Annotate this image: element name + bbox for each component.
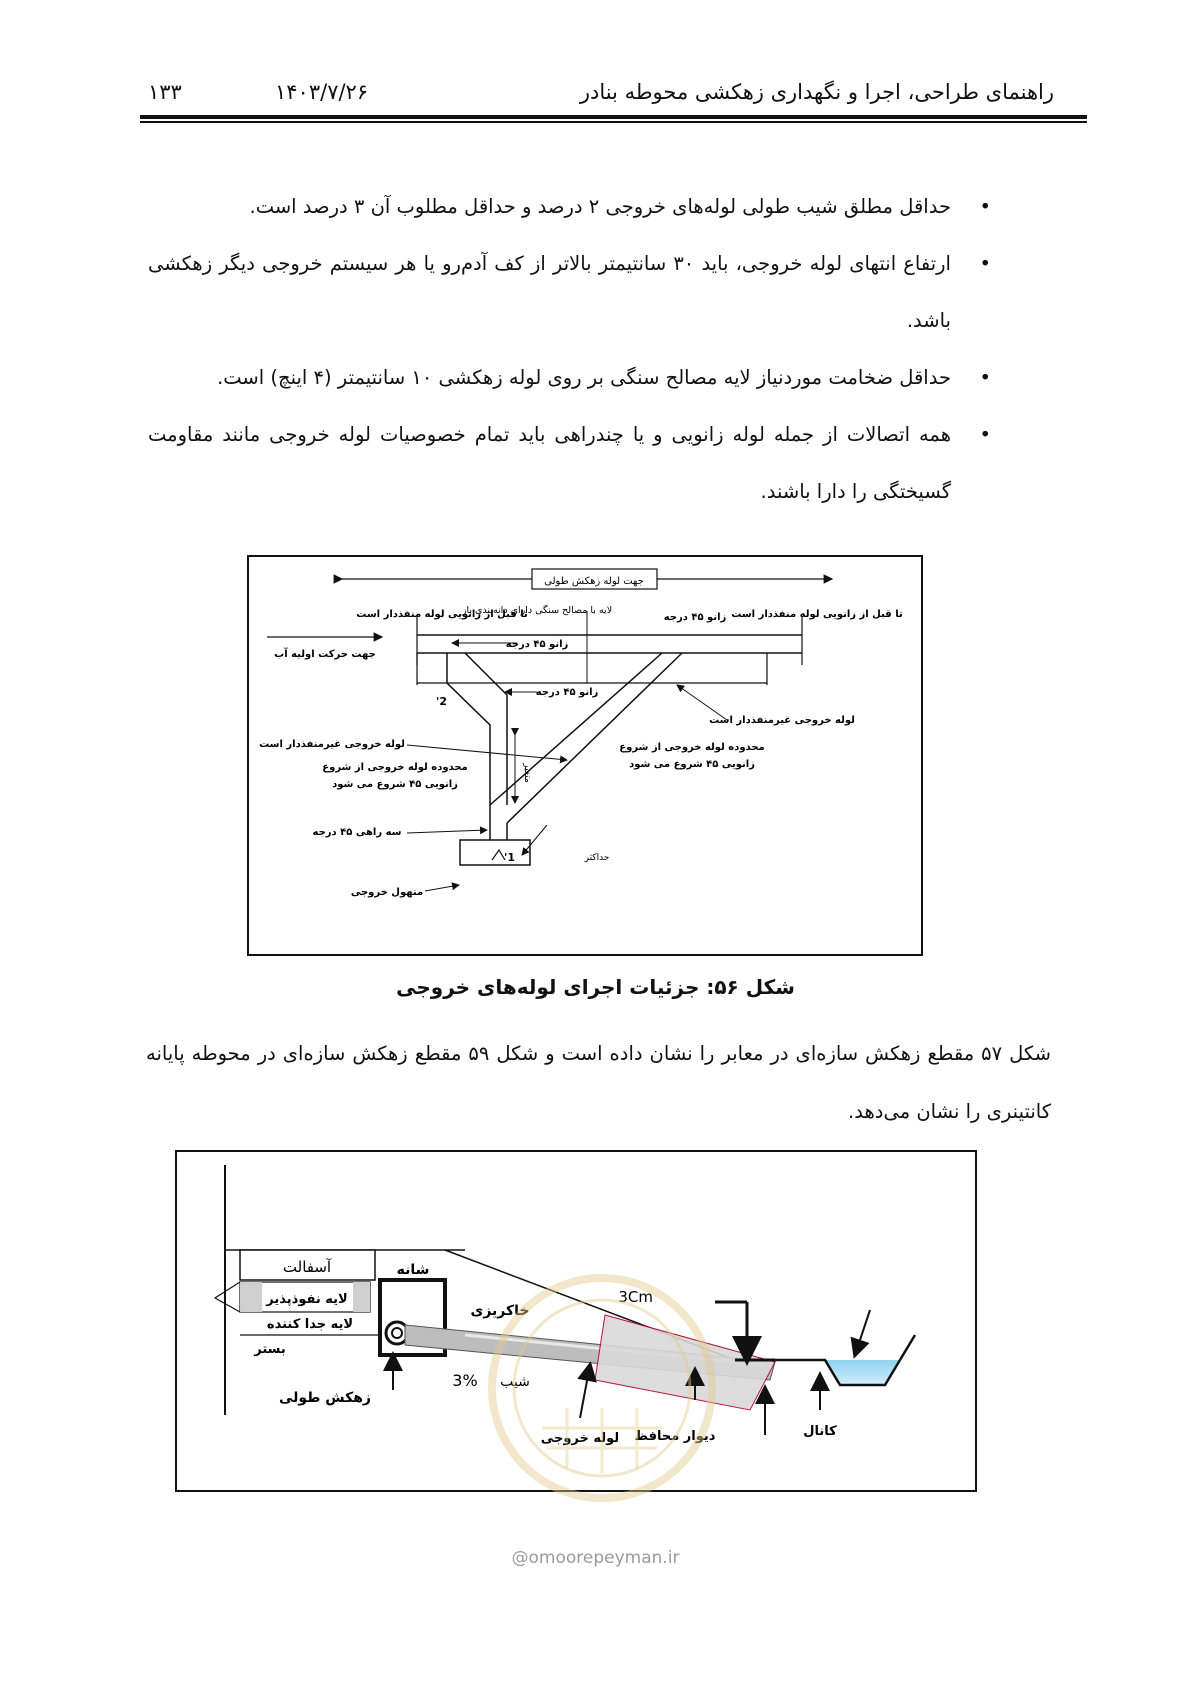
until-perforated-left: تا قبل از زانویی لوله منفذدار است	[356, 609, 528, 620]
variable-label: متغیر	[522, 763, 532, 783]
watermark-seal-icon	[487, 1258, 717, 1518]
outlet-pipe-label: لوله خروجی	[540, 1431, 620, 1446]
embankment-label: خاکریزی	[470, 1303, 530, 1319]
manhole-label: منهول خروجی	[350, 887, 424, 898]
watermark-url: @omoorepeyman.ir	[511, 1548, 680, 1568]
elbow-lower-label: زانو ۴۵ درجه	[535, 687, 599, 698]
zone-left-line2: زانویی ۴۵ شروع می شود	[332, 779, 458, 790]
bullet-icon: •	[979, 366, 991, 389]
page-number: ۱۳۳	[148, 80, 182, 104]
dim-2ft: 2'	[435, 695, 447, 708]
impermeable-layer-label: لایه نفوذپذیر	[266, 1292, 348, 1307]
dim-1ft: 1'	[503, 851, 515, 864]
elbow-upper-label: زانو ۴۵ درجه	[505, 639, 569, 650]
list-item: • حداقل مطلق شیب طولی لوله‌های خروجی ۲ درصد و حداقل مطلوب آن ۳ درصد است.	[148, 178, 951, 235]
header-title: راهنمای طراحی، اجرا و نگهداری زهکشی محوطه بنادر	[579, 80, 1054, 104]
slope-word: شیب	[500, 1374, 530, 1390]
tee-label: سه راهی ۴۵ درجه	[312, 827, 402, 838]
bullet-icon: •	[979, 423, 991, 446]
direction-label: جهت لوله زهکش طولی	[544, 576, 644, 587]
flow-direction-label: جهت حرکت اولیه آب	[274, 649, 376, 660]
body-paragraph: شکل ۵۷ مقطع زهکش سازه‌ای در معابر را نشان داده است و شکل ۵۹ مقطع زهکش سازه‌ای در محوطه پایانه کانتینری را نشان می‌دهد.	[146, 1042, 1051, 1123]
longitudinal-drain-label: زهکش طولی	[279, 1390, 371, 1406]
guard-wall-label: دیوار محافظ	[634, 1429, 716, 1444]
until-perforated-right: تا قبل از زانویی لوله منفذدار است	[731, 609, 903, 620]
slope-value: 3%	[452, 1371, 478, 1390]
figure-outlet-pipe-details	[247, 555, 923, 960]
bed-label: بستر	[254, 1342, 286, 1357]
zone-right-line1: محدوده لوله خروجی از شروع	[619, 742, 765, 753]
aggregate-layer-label: لایه با مصالح سنگی دارای دانه‌بندی باز	[461, 605, 613, 616]
non-perforated-left: لوله خروجی غیرمنفذدار است	[259, 739, 405, 750]
list-item: • همه اتصالات از جمله لوله زانویی و یا چندراهی باید تمام خصوصیات لوله خروجی مانند مقاومت گسیختگی را دارا باشند.	[148, 406, 951, 520]
non-perforated-right: لوله خروجی غیرمنفذدار است	[709, 715, 855, 726]
asphalt-label: آسفالت	[282, 1258, 332, 1276]
elbow-right-label: زانو ۴۵ درجه	[663, 612, 727, 623]
separator-layer-label: لایه جدا کننده	[266, 1317, 354, 1332]
header-rule-thick	[140, 115, 1087, 119]
header-date: ۱۴۰۳/۷/۲۶	[275, 80, 369, 104]
figure-caption: شکل ۵۶: جزئیات اجرای لوله‌های خروجی	[396, 975, 795, 999]
max-label: حداکثر	[584, 853, 610, 863]
list-item: • حداقل ضخامت موردنیاز لایه مصالح سنگی بر روی لوله زهکشی ۱۰ سانتیمتر (۴ اینچ) است.	[148, 349, 951, 406]
zone-left-line1: محدوده لوله خروجی از شروع	[322, 762, 468, 773]
header-rule-thin	[140, 121, 1087, 123]
bullet-icon: •	[979, 252, 991, 275]
list-item: • ارتفاع انتهای لوله خروجی، باید ۳۰ سانتیمتر بالاتر از کف آدم‌رو یا هر سیستم خروجی دیگر زهکشی باشد.	[148, 235, 951, 349]
bullet-icon: •	[979, 195, 991, 218]
outlet-pipe-diagram	[247, 555, 923, 956]
dim-3cm: 3Cm	[618, 1288, 653, 1306]
zone-right-line2: زانویی ۴۵ شروع می شود	[629, 759, 755, 770]
canal-label: کانال	[803, 1424, 837, 1439]
bullet-list	[148, 178, 991, 520]
shoulder-label: شانه	[396, 1262, 430, 1278]
